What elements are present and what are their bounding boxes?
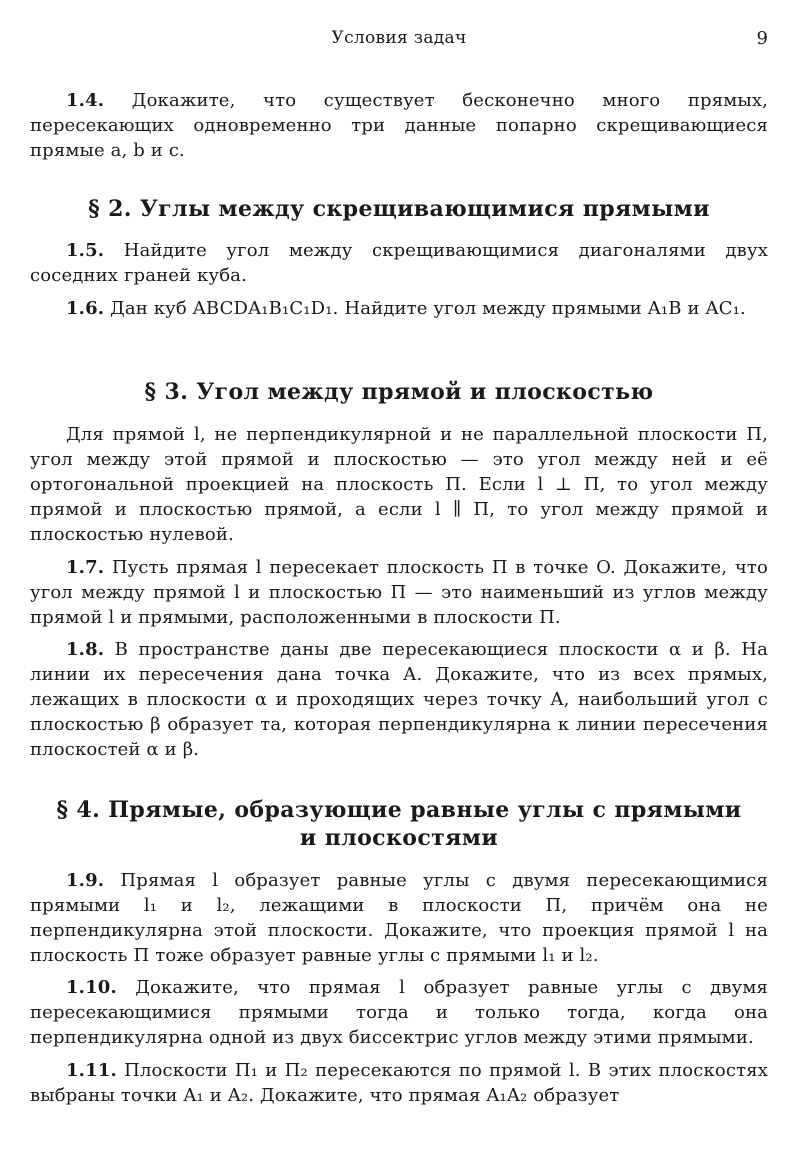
problem-1-9 [30, 868, 768, 968]
section-3-heading [30, 378, 768, 406]
problem-text: Найдите угол между скрещивающимися диагоналями двух соседних граней куба. [30, 240, 768, 286]
problem-text: Пусть прямая l пересекает плоскость Π в точке O. Докажите, что угол между прямой l и плоскостью Π — это наименьший из углов между прямой l и прямыми, расположенными в плоскости Π. [30, 557, 768, 628]
problem-number: 1.11. [66, 1060, 117, 1081]
section-title [30, 796, 768, 852]
problem-1-4 [30, 88, 768, 163]
problem-paragraph [30, 975, 768, 1050]
problem-1-5 [30, 238, 768, 288]
problem-1-7 [30, 555, 768, 630]
problem-1-11 [30, 1058, 768, 1108]
problem-number: 1.6. [66, 298, 105, 319]
running-header [30, 28, 768, 58]
problem-paragraph [30, 555, 768, 630]
problem-text: Дан куб ABCDA₁B₁C₁D₁. Найдите угол между прямыми A₁B и AC₁. [110, 298, 746, 319]
problem-number: 1.8. [66, 639, 105, 660]
problem-paragraph [30, 238, 768, 288]
section-title: § 2. Углы между скрещивающимися прямыми [88, 196, 710, 222]
problem-number: 1.5. [66, 240, 105, 261]
problem-number: 1.4. [66, 90, 105, 111]
problem-text: Докажите, что прямая l образует равные углы с двумя пересекающимися прямыми тогда и только тогда, когда она перпендикулярна одной из двух биссектрис углов между этими прямыми. [30, 977, 769, 1048]
section-title-line-2: и плоскостями [299, 825, 499, 851]
section-4-heading [30, 796, 768, 852]
problem-paragraph [30, 1058, 768, 1108]
problem-1-6 [30, 296, 768, 321]
problem-1-10 [30, 975, 768, 1050]
section-3-definition [30, 422, 768, 547]
definition-paragraph: Для прямой l, не перпендикулярной и не параллельной плоскости Π, угол между этой прямой и плоскостью — это угол между ней и её ортогональной проекцией на плоскость Π. Если l ⊥ Π, то угол между прямой и плоскостью прямой, а если l ∥ Π, то угол между прямой и плоскостью нулевой. [30, 424, 768, 545]
section-title-line-1: § 4. Прямые, образующие равные углы с прямыми [56, 797, 742, 823]
problem-paragraph [30, 88, 768, 163]
section-title: § 3. Угол между прямой и плоскостью [144, 379, 654, 405]
problem-number: 1.7. [66, 557, 105, 578]
problem-paragraph [30, 637, 768, 762]
page-number: 9 [756, 28, 768, 49]
problem-text: Прямая l образует равные углы с двумя пересекающимися прямыми l₁ и l₂, лежащими в плоскости Π, причём она не перпендикулярна этой плоскости. Докажите, что проекция прямой l на плоскость Π тоже образует равные углы с прямыми l₁ и l₂. [30, 870, 769, 966]
problem-text: Докажите, что существует бесконечно много прямых, пересекающих одновременно три данные попарно скрещивающиеся прямые a, b и c. [30, 90, 768, 161]
problem-number: 1.10. [66, 977, 117, 998]
section-2-heading [30, 195, 768, 223]
book-page [30, 0, 768, 1152]
running-title: Условия задач [331, 28, 467, 48]
problem-number: 1.9. [66, 870, 105, 891]
problem-paragraph [30, 868, 768, 968]
problem-paragraph [30, 296, 768, 321]
problem-text: Плоскости Π₁ и Π₂ пересекаются по прямой l. В этих плоскостях выбраны точки A₁ и A₂. Докажите, что прямая A₁A₂ образует [30, 1060, 769, 1106]
problem-1-8 [30, 637, 768, 762]
problem-text: В пространстве даны две пересекающиеся плоскости α и β. На линии их пересечения дана точка A. Докажите, что из всех прямых, лежащих в плоскости α и проходящих через точку A, наибольший угол с плоскостью β образует та, которая перпендикулярна к линии пересечения плоскостей α и β. [30, 639, 768, 760]
